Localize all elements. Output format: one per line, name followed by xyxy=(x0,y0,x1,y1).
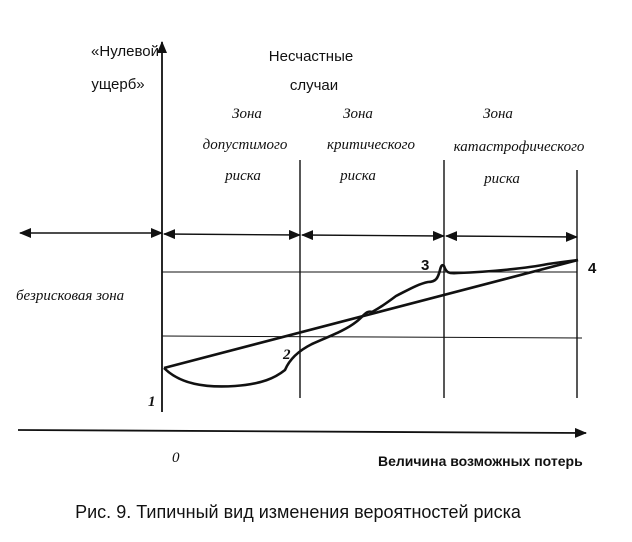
catastrophic-zone-arrow xyxy=(446,236,577,237)
point-label-1: 1 xyxy=(148,394,156,410)
zone-critical-line3: риска xyxy=(340,168,376,184)
point-label-4: 4 xyxy=(588,260,597,277)
zone-catastrophic-line3: риска xyxy=(484,171,520,187)
zone-catastrophic-line2: катастрофического xyxy=(453,139,585,155)
zone-acceptable-line3: риска xyxy=(225,168,261,184)
figure-caption: Рис. 9. Типичный вид изменения вероятностей риска xyxy=(75,502,521,522)
point-label-2: 2 xyxy=(283,347,291,363)
accidents-label-line1: Несчастные xyxy=(268,48,354,65)
zero-damage-label-line1: «Нулевой xyxy=(91,43,159,60)
risk-probability-curve xyxy=(164,260,578,386)
horizontal-axis xyxy=(18,430,586,433)
point-label-3: 3 xyxy=(421,257,430,274)
linear-risk-line xyxy=(164,260,578,368)
zone-acceptable-line1: Зона xyxy=(232,106,262,122)
reference-line-lower xyxy=(162,336,582,338)
x-axis-label: Величина возможных потерь xyxy=(378,453,583,469)
accidents-label-line2: случаи xyxy=(289,77,339,94)
acceptable-zone-arrow xyxy=(164,234,300,235)
riskless-zone-label: безрисковая зона xyxy=(16,288,125,304)
zero-damage-label-line2: ущерб» xyxy=(91,76,145,93)
zone-critical-line1: Зона xyxy=(343,106,373,122)
critical-zone-arrow xyxy=(302,235,444,236)
origin-label: 0 xyxy=(172,450,180,466)
zone-catastrophic-line1: Зона xyxy=(483,106,513,122)
zone-acceptable-line2: допустимого xyxy=(202,137,288,153)
zone-critical-line2: критического xyxy=(327,137,415,153)
